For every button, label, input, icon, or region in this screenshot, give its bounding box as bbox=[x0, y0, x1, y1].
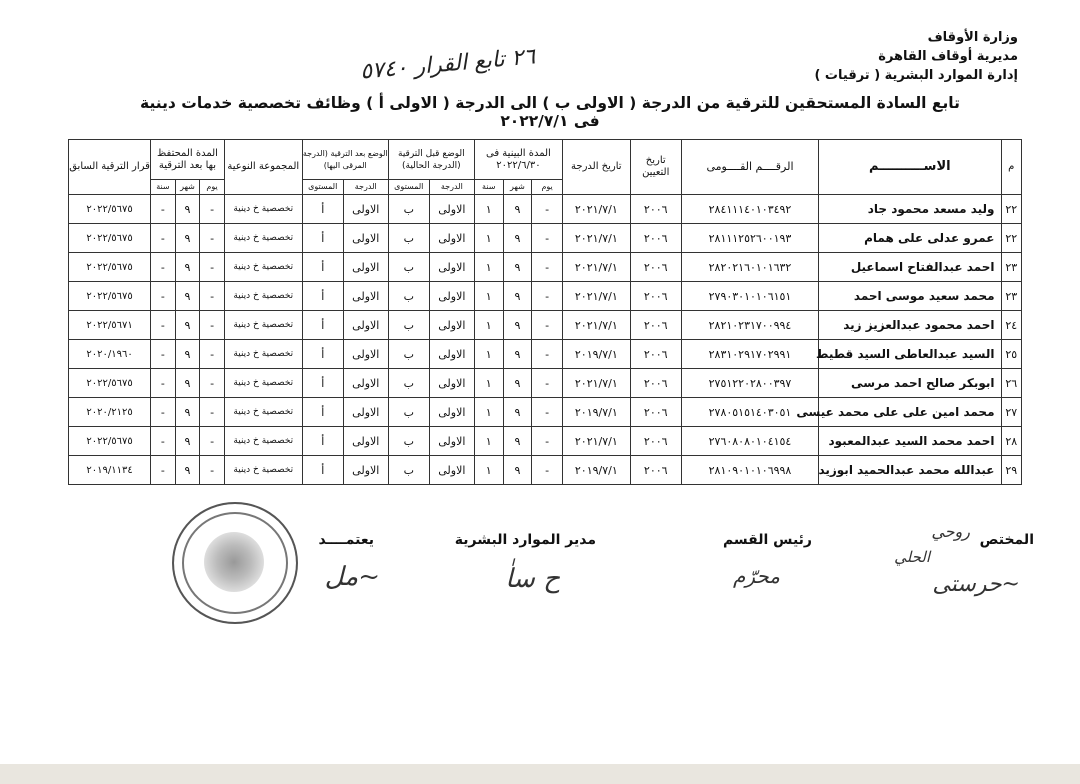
approver-signature: ~مل bbox=[324, 562, 380, 592]
job-group: تخصصية خ دينية bbox=[224, 253, 302, 282]
interim-year: ١ bbox=[474, 253, 503, 282]
col-appoint-date: تاريخ التعيين bbox=[630, 140, 681, 195]
row-num: ٢٨ bbox=[1001, 427, 1021, 456]
table-row bbox=[69, 456, 1022, 485]
interim-month: ٩ bbox=[503, 427, 532, 456]
before-grade: الاولى bbox=[429, 427, 474, 456]
after-grade: الاولى bbox=[343, 398, 388, 427]
interim-month: ٩ bbox=[503, 369, 532, 398]
interim-month: ٩ bbox=[503, 195, 532, 224]
interim-year: ١ bbox=[474, 340, 503, 369]
row-num: ٢٣ bbox=[1001, 253, 1021, 282]
grade-date: ٢٠١٩/٧/١ bbox=[563, 398, 631, 427]
before-level: ب bbox=[388, 224, 429, 253]
promotion-table bbox=[68, 139, 1022, 485]
approved-label: يعتمــــد bbox=[318, 532, 374, 548]
after-grade: الاولى bbox=[343, 282, 388, 311]
after-level: أ bbox=[302, 456, 343, 485]
before-grade: الاولى bbox=[429, 340, 474, 369]
before-level: ب bbox=[388, 282, 429, 311]
col-interim: المدة البينية فى ٢٠٢٢/٦/٣٠ bbox=[474, 140, 562, 180]
interim-year: ١ bbox=[474, 398, 503, 427]
handwritten-reference: ٢٦ تابع القرار ٥٧٤٠ bbox=[359, 44, 537, 85]
hr-manager-signature: ح ساٰ bbox=[505, 564, 560, 594]
before-level: ب bbox=[388, 369, 429, 398]
retained-year: - bbox=[151, 195, 176, 224]
hr-manager-label: مدير الموارد البشرية bbox=[454, 532, 596, 548]
col-group: المجموعة النوعية bbox=[224, 140, 302, 195]
person-name: ابوبكر صالح احمد مرسى bbox=[819, 369, 1001, 398]
person-name: احمد محمد السيد عبدالمعبود bbox=[819, 427, 1001, 456]
before-grade: الاولى bbox=[429, 253, 474, 282]
table-row bbox=[69, 369, 1022, 398]
previous-decision: ٢٠٢٠/١٩٦٠ bbox=[69, 340, 151, 369]
retained-day: - bbox=[200, 398, 225, 427]
after-grade: الاولى bbox=[343, 195, 388, 224]
col-retained: المدة المحتفظ بها بعد الترقية bbox=[151, 140, 225, 180]
appoint-date: ٢٠٠٦ bbox=[630, 427, 681, 456]
appoint-date: ٢٠٠٦ bbox=[630, 311, 681, 340]
job-group: تخصصية خ دينية bbox=[224, 195, 302, 224]
ministry-name: وزارة الأوقاف bbox=[927, 30, 1018, 45]
after-level: أ bbox=[302, 427, 343, 456]
retained-day: - bbox=[200, 340, 225, 369]
after-grade: الاولى bbox=[343, 369, 388, 398]
table-row bbox=[69, 282, 1022, 311]
interim-month: ٩ bbox=[503, 224, 532, 253]
before-level: ب bbox=[388, 456, 429, 485]
row-num: ٢٥ bbox=[1001, 340, 1021, 369]
job-group: تخصصية خ دينية bbox=[224, 340, 302, 369]
department-name: إدارة الموارد البشرية ( ترقيات ) bbox=[814, 68, 1018, 83]
retained-month: ٩ bbox=[175, 369, 200, 398]
person-name: محمد امين على على محمد عيسى bbox=[819, 398, 1001, 427]
before-level: ب bbox=[388, 340, 429, 369]
retained-month: ٩ bbox=[175, 195, 200, 224]
appoint-date: ٢٠٠٦ bbox=[630, 195, 681, 224]
section-head-signature: محرّم bbox=[732, 564, 780, 588]
after-level: أ bbox=[302, 398, 343, 427]
job-group: تخصصية خ دينية bbox=[224, 369, 302, 398]
before-level: ب bbox=[388, 253, 429, 282]
interim-day: - bbox=[532, 456, 563, 485]
table-row bbox=[69, 253, 1022, 282]
grade-date: ٢٠١٩/٧/١ bbox=[563, 456, 631, 485]
table-body bbox=[69, 195, 1022, 485]
retained-day: - bbox=[200, 369, 225, 398]
interim-month: ٩ bbox=[503, 311, 532, 340]
before-grade: الاولى bbox=[429, 398, 474, 427]
before-level: ب bbox=[388, 195, 429, 224]
grade-date: ٢٠٢١/٧/١ bbox=[563, 224, 631, 253]
retained-month: ٩ bbox=[175, 398, 200, 427]
table-row bbox=[69, 398, 1022, 427]
national-id: ٢٧٩٠٣٠١٠١٠٦١٥١ bbox=[681, 282, 818, 311]
national-id: ٢٨١٠٩٠١٠١٠٦٩٩٨ bbox=[681, 456, 818, 485]
appoint-date: ٢٠٠٦ bbox=[630, 456, 681, 485]
national-id: ٢٨٤١١١٤٠١٠٣٤٩٢ bbox=[681, 195, 818, 224]
after-grade: الاولى bbox=[343, 427, 388, 456]
previous-decision: ٢٠٢٢/٥٦٧٥ bbox=[69, 369, 151, 398]
appoint-date: ٢٠٠٦ bbox=[630, 224, 681, 253]
retained-year: - bbox=[151, 224, 176, 253]
retained-month: ٩ bbox=[175, 311, 200, 340]
previous-decision: ٢٠٢٢/٥٦٧٥ bbox=[69, 195, 151, 224]
row-num: ٢٢ bbox=[1001, 195, 1021, 224]
after-level: أ bbox=[302, 311, 343, 340]
col-name: الاســــــــــم bbox=[819, 140, 1001, 195]
retained-month: ٩ bbox=[175, 427, 200, 456]
grade-date: ٢٠٢١/٧/١ bbox=[563, 195, 631, 224]
before-grade: الاولى bbox=[429, 311, 474, 340]
interim-month: ٩ bbox=[503, 456, 532, 485]
before-grade: الاولى bbox=[429, 195, 474, 224]
retained-day: - bbox=[200, 427, 225, 456]
retained-month: ٩ bbox=[175, 282, 200, 311]
table-row bbox=[69, 195, 1022, 224]
specialist-label: المختص bbox=[979, 532, 1034, 548]
col-before: الوضع قبل الترقية (الدرجة الحالية) bbox=[388, 140, 474, 180]
previous-decision: ٢٠٢٢/٥٦٧٥ bbox=[69, 224, 151, 253]
interim-month: ٩ bbox=[503, 398, 532, 427]
retained-year: - bbox=[151, 340, 176, 369]
person-name: السيد عبدالعاطى السيد قطيط bbox=[819, 340, 1001, 369]
before-grade: الاولى bbox=[429, 369, 474, 398]
national-id: ٢٨١١١٢٥٢٦٠٠١٩٣ bbox=[681, 224, 818, 253]
interim-year: ١ bbox=[474, 427, 503, 456]
sub-month: شهر bbox=[175, 180, 200, 195]
before-level: ب bbox=[388, 427, 429, 456]
sub-level: المستوى bbox=[302, 180, 343, 195]
previous-decision: ٢٠٢٢/٥٦٧٥ bbox=[69, 282, 151, 311]
interim-year: ١ bbox=[474, 369, 503, 398]
after-grade: الاولى bbox=[343, 311, 388, 340]
before-grade: الاولى bbox=[429, 224, 474, 253]
job-group: تخصصية خ دينية bbox=[224, 311, 302, 340]
col-grade-date: تاريخ الدرجة bbox=[563, 140, 631, 195]
row-num: ٢٢ bbox=[1001, 224, 1021, 253]
col-national-id: الرقــــم القــــومى bbox=[681, 140, 818, 195]
col-num: م bbox=[1001, 140, 1021, 195]
directorate-name: مديرية أوقاف القاهرة bbox=[878, 49, 1018, 64]
after-grade: الاولى bbox=[343, 224, 388, 253]
after-grade: الاولى bbox=[343, 456, 388, 485]
appoint-date: ٢٠٠٦ bbox=[630, 282, 681, 311]
retained-day: - bbox=[200, 456, 225, 485]
interim-day: - bbox=[532, 427, 563, 456]
person-name: محمد سعيد موسى احمد bbox=[819, 282, 1001, 311]
row-num: ٢٦ bbox=[1001, 369, 1021, 398]
retained-day: - bbox=[200, 282, 225, 311]
sub-day: يوم bbox=[532, 180, 563, 195]
grade-date: ٢٠٢١/٧/١ bbox=[563, 369, 631, 398]
table-row bbox=[69, 224, 1022, 253]
official-stamp bbox=[172, 502, 298, 624]
grade-date: ٢٠٢١/٧/١ bbox=[563, 427, 631, 456]
retained-day: - bbox=[200, 253, 225, 282]
interim-day: - bbox=[532, 311, 563, 340]
job-group: تخصصية خ دينية bbox=[224, 282, 302, 311]
grade-date: ٢٠٢١/٧/١ bbox=[563, 282, 631, 311]
previous-decision: ٢٠٢٢/٥٦٧٥ bbox=[69, 253, 151, 282]
table-row bbox=[69, 340, 1022, 369]
ministry-header bbox=[814, 28, 1018, 85]
job-group: تخصصية خ دينية bbox=[224, 456, 302, 485]
after-grade: الاولى bbox=[343, 340, 388, 369]
row-num: ٢٩ bbox=[1001, 456, 1021, 485]
after-grade: الاولى bbox=[343, 253, 388, 282]
retained-year: - bbox=[151, 427, 176, 456]
grade-date: ٢٠٢١/٧/١ bbox=[563, 311, 631, 340]
retained-year: - bbox=[151, 282, 176, 311]
interim-year: ١ bbox=[474, 282, 503, 311]
sub-grade: الدرجة bbox=[343, 180, 388, 195]
after-level: أ bbox=[302, 369, 343, 398]
job-group: تخصصية خ دينية bbox=[224, 398, 302, 427]
retained-day: - bbox=[200, 311, 225, 340]
section-head-label: رئيس القسم bbox=[722, 532, 812, 548]
after-level: أ bbox=[302, 253, 343, 282]
interim-month: ٩ bbox=[503, 340, 532, 369]
before-grade: الاولى bbox=[429, 456, 474, 485]
retained-year: - bbox=[151, 456, 176, 485]
national-id: ٢٨٣١٠٢٩١٧٠٢٩٩١ bbox=[681, 340, 818, 369]
signature-block bbox=[0, 522, 1080, 648]
specialist-signature-3: ~حرستى bbox=[932, 572, 1020, 597]
person-name: عبدالله محمد عبدالحميد ابوزيد bbox=[819, 456, 1001, 485]
document-title: تابع السادة المستحقين للترقية من الدرجة ( الاولى ب ) الى الدرجة ( الاولى أ ) وظائف تخصصية خدمات دينية فى ٢٠٢٢/٧/١ bbox=[140, 94, 960, 130]
interim-day: - bbox=[532, 369, 563, 398]
table-row bbox=[69, 311, 1022, 340]
row-num: ٢٧ bbox=[1001, 398, 1021, 427]
appoint-date: ٢٠٠٦ bbox=[630, 340, 681, 369]
row-num: ٢٣ bbox=[1001, 282, 1021, 311]
col-prev-decision: قرار الترقية السابق bbox=[69, 140, 151, 195]
previous-decision: ٢٠٢٢/٥٦٧١ bbox=[69, 311, 151, 340]
retained-month: ٩ bbox=[175, 456, 200, 485]
appoint-date: ٢٠٠٦ bbox=[630, 369, 681, 398]
retained-day: - bbox=[200, 195, 225, 224]
retained-year: - bbox=[151, 253, 176, 282]
after-level: أ bbox=[302, 224, 343, 253]
interim-day: - bbox=[532, 340, 563, 369]
national-id: ٢٨٢١٠٢٣١٧٠٠٩٩٤ bbox=[681, 311, 818, 340]
interim-day: - bbox=[532, 195, 563, 224]
interim-year: ١ bbox=[474, 456, 503, 485]
sub-level: المستوى bbox=[388, 180, 429, 195]
person-name: وليد مسعد محمود جاد bbox=[819, 195, 1001, 224]
retained-year: - bbox=[151, 311, 176, 340]
interim-day: - bbox=[532, 224, 563, 253]
national-id: ٢٧٨٠٥١٥١٤٠٣٠٥١ bbox=[681, 398, 818, 427]
after-level: أ bbox=[302, 282, 343, 311]
appoint-date: ٢٠٠٦ bbox=[630, 253, 681, 282]
job-group: تخصصية خ دينية bbox=[224, 427, 302, 456]
interim-day: - bbox=[532, 253, 563, 282]
retained-month: ٩ bbox=[175, 340, 200, 369]
specialist-signature: روحي bbox=[931, 522, 970, 541]
retained-day: - bbox=[200, 224, 225, 253]
appoint-date: ٢٠٠٦ bbox=[630, 398, 681, 427]
before-level: ب bbox=[388, 398, 429, 427]
person-name: احمد عبدالفتاح اسماعيل bbox=[819, 253, 1001, 282]
interim-day: - bbox=[532, 282, 563, 311]
stamp-emblem bbox=[204, 532, 264, 592]
retained-year: - bbox=[151, 398, 176, 427]
retained-month: ٩ bbox=[175, 224, 200, 253]
interim-year: ١ bbox=[474, 311, 503, 340]
national-id: ٢٨٢٠٢١٦٠١٠١٦٣٢ bbox=[681, 253, 818, 282]
sub-year: سنة bbox=[151, 180, 176, 195]
national-id: ٢٧٦٠٨٠٨٠١٠٤١٥٤ bbox=[681, 427, 818, 456]
after-level: أ bbox=[302, 340, 343, 369]
before-level: ب bbox=[388, 311, 429, 340]
person-name: عمرو عدلى على همام bbox=[819, 224, 1001, 253]
interim-month: ٩ bbox=[503, 282, 532, 311]
before-grade: الاولى bbox=[429, 282, 474, 311]
grade-date: ٢٠٢١/٧/١ bbox=[563, 253, 631, 282]
retained-year: - bbox=[151, 369, 176, 398]
col-after: الوضع بعد الترقية (الدرجة المرقى اليها) bbox=[302, 140, 388, 180]
interim-year: ١ bbox=[474, 224, 503, 253]
specialist-signature-2: الحلي bbox=[894, 548, 930, 566]
table-row bbox=[69, 427, 1022, 456]
sub-grade: الدرجة bbox=[429, 180, 474, 195]
person-name: احمد محمود عبدالعزيز زيد bbox=[819, 311, 1001, 340]
page-bottom-edge bbox=[0, 764, 1080, 784]
interim-year: ١ bbox=[474, 195, 503, 224]
previous-decision: ٢٠٢٠/٢١٢٥ bbox=[69, 398, 151, 427]
previous-decision: ٢٠١٩/١١٣٤ bbox=[69, 456, 151, 485]
grade-date: ٢٠١٩/٧/١ bbox=[563, 340, 631, 369]
sub-month: شهر bbox=[503, 180, 532, 195]
previous-decision: ٢٠٢٢/٥٦٧٥ bbox=[69, 427, 151, 456]
sub-year: سنة bbox=[474, 180, 503, 195]
interim-month: ٩ bbox=[503, 253, 532, 282]
job-group: تخصصية خ دينية bbox=[224, 224, 302, 253]
row-num: ٢٤ bbox=[1001, 311, 1021, 340]
after-level: أ bbox=[302, 195, 343, 224]
national-id: ٢٧٥١٢٢٠٢٨٠٠٣٩٧ bbox=[681, 369, 818, 398]
retained-month: ٩ bbox=[175, 253, 200, 282]
sub-day: يوم bbox=[200, 180, 225, 195]
interim-day: - bbox=[532, 398, 563, 427]
